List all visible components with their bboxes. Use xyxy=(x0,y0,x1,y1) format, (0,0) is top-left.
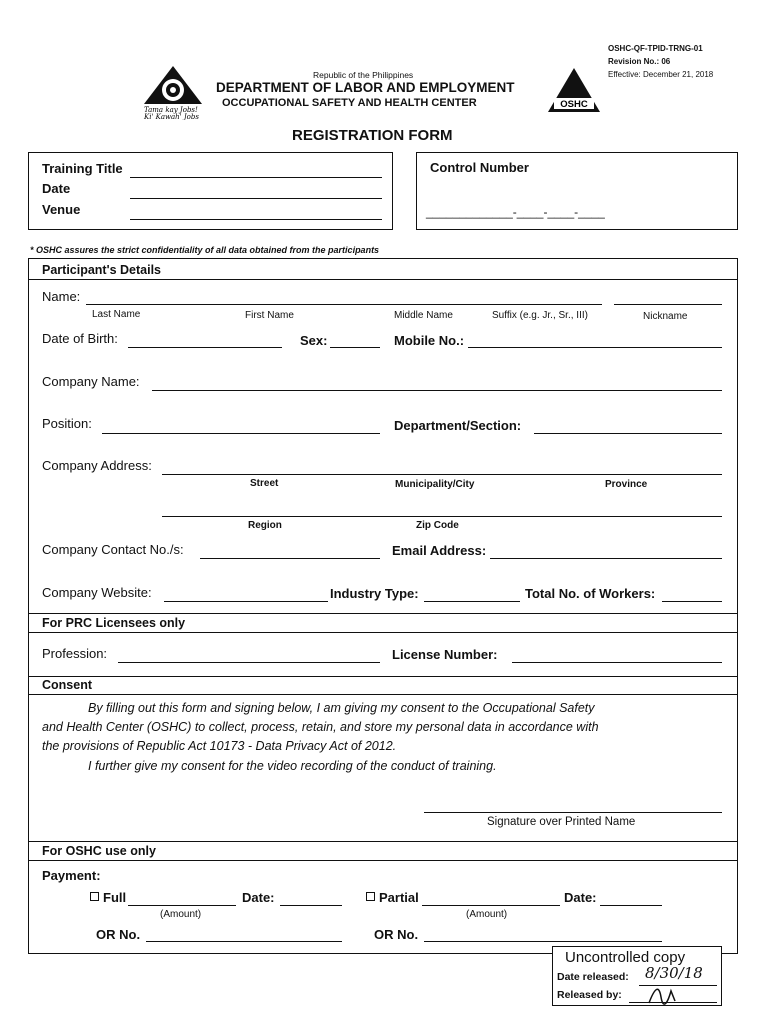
department-section-label: Department/Section: xyxy=(394,418,522,433)
consent-text-line-4: I further give my consent for the video recording of the conduct of training. xyxy=(88,759,497,773)
center-name: OCCUPATIONAL SAFETY AND HEALTH CENTER xyxy=(222,97,477,109)
revision-number: Revision No.: 06 xyxy=(608,57,671,66)
full-amount-sub: (Amount) xyxy=(160,909,202,920)
province-sub: Province xyxy=(605,479,648,490)
municipality-sub: Municipality/City xyxy=(395,479,475,490)
partial-or-label: OR No. xyxy=(374,927,419,942)
dob-label: Date of Birth: xyxy=(42,331,118,346)
license-number-field[interactable] xyxy=(512,662,722,663)
stamp-title: Uncontrolled copy xyxy=(565,949,686,966)
street-sub: Street xyxy=(250,478,279,489)
released-by-signature xyxy=(645,983,685,1007)
divider xyxy=(28,279,738,280)
divider xyxy=(28,860,738,861)
svg-text:Tama kay Jobs!: Tama kay Jobs! xyxy=(144,106,198,114)
control-number-field[interactable]: _____________-____-____-____ xyxy=(426,205,605,219)
full-payment-option[interactable]: Full xyxy=(90,890,126,905)
partial-amount-field[interactable] xyxy=(422,905,560,906)
sex-field[interactable] xyxy=(330,347,380,348)
training-title-label: Training Title xyxy=(42,161,123,176)
nickname-field[interactable] xyxy=(614,304,722,305)
middle-name-sub: Middle Name xyxy=(394,310,453,321)
sex-label: Sex: xyxy=(300,333,328,348)
consent-text-line-1: By filling out this form and signing below, I am giving my consent to the Occupational Safety xyxy=(88,701,595,715)
department-name: DEPARTMENT OF LABOR AND EMPLOYMENT xyxy=(216,80,515,95)
nickname-sub: Nickname xyxy=(643,311,688,322)
control-number-label: Control Number xyxy=(430,160,529,175)
profession-field[interactable] xyxy=(118,662,380,663)
industry-type-field[interactable] xyxy=(424,601,520,602)
dole-logo xyxy=(138,64,208,120)
position-label: Position: xyxy=(42,416,92,431)
first-name-sub: First Name xyxy=(245,310,294,321)
consent-header: Consent xyxy=(42,678,92,692)
date-released-label: Date released: xyxy=(557,971,629,983)
divider xyxy=(28,632,738,633)
prc-header: For PRC Licensees only xyxy=(42,616,186,630)
position-field[interactable] xyxy=(102,433,380,434)
full-amount-field[interactable] xyxy=(128,905,236,906)
company-website-field[interactable] xyxy=(164,601,328,602)
full-date-label: Date: xyxy=(242,890,275,905)
partial-date-label: Date: xyxy=(564,890,597,905)
full-or-label: OR No. xyxy=(96,927,141,942)
department-section-field[interactable] xyxy=(534,433,722,434)
full-checkbox[interactable] xyxy=(90,892,99,901)
divider xyxy=(28,841,738,842)
uncontrolled-copy-stamp xyxy=(552,946,722,1006)
signature-field[interactable] xyxy=(424,812,722,813)
partial-checkbox[interactable] xyxy=(366,892,375,901)
dob-field[interactable] xyxy=(128,347,282,348)
region-sub: Region xyxy=(248,520,282,531)
company-website-label: Company Website: xyxy=(42,585,152,600)
industry-type-label: Industry Type: xyxy=(330,586,419,601)
payment-label: Payment: xyxy=(42,868,101,883)
suffix-sub: Suffix (e.g. Jr., Sr., III) xyxy=(492,310,588,321)
full-or-field[interactable] xyxy=(146,941,342,942)
mobile-field[interactable] xyxy=(468,347,722,348)
company-name-label: Company Name: xyxy=(42,374,140,389)
effective-date: Effective: December 21, 2018 xyxy=(608,70,714,79)
name-field[interactable] xyxy=(86,304,602,305)
svg-text:OSHC: OSHC xyxy=(560,99,588,110)
training-title-field[interactable] xyxy=(130,177,382,178)
date-released-handwritten: 8/30/18 xyxy=(645,964,703,982)
partial-or-field[interactable] xyxy=(424,941,662,942)
oshc-use-header: For OSHC use only xyxy=(42,844,156,858)
divider xyxy=(28,694,738,695)
partial-amount-sub: (Amount) xyxy=(466,909,508,920)
form-title: REGISTRATION FORM xyxy=(292,127,453,144)
company-name-field[interactable] xyxy=(152,390,722,391)
partial-payment-option[interactable]: Partial xyxy=(366,890,419,905)
training-date-label: Date xyxy=(42,181,71,196)
partial-date-field[interactable] xyxy=(600,905,662,906)
name-label: Name: xyxy=(42,289,81,304)
republic-text: Republic of the Philippines xyxy=(313,70,414,80)
training-venue-field[interactable] xyxy=(130,219,382,220)
email-label: Email Address: xyxy=(392,543,487,558)
company-contact-label: Company Contact No./s: xyxy=(42,542,184,557)
consent-text-line-3: the provisions of Republic Act 10173 - Data Privacy Act of 2012. xyxy=(42,739,397,753)
divider xyxy=(28,676,738,677)
released-by-label: Released by: xyxy=(557,989,622,1001)
profession-label: Profession: xyxy=(42,646,108,661)
signature-label: Signature over Printed Name xyxy=(487,816,636,828)
full-date-field[interactable] xyxy=(280,905,342,906)
license-number-label: License Number: xyxy=(392,647,498,662)
training-date-field[interactable] xyxy=(130,198,382,199)
total-workers-field[interactable] xyxy=(662,601,722,602)
consent-text-line-2: and Health Center (OSHC) to collect, process, retain, and store my personal data in accordance with xyxy=(42,720,599,734)
confidentiality-note: * OSHC assures the strict confidentiality of all data obtained from the participants xyxy=(30,245,380,255)
total-workers-label: Total No. of Workers: xyxy=(525,586,656,601)
oshc-logo xyxy=(546,66,602,114)
last-name-sub: Last Name xyxy=(92,309,141,320)
training-venue-label: Venue xyxy=(42,202,81,217)
zip-code-sub: Zip Code xyxy=(416,520,459,531)
address-line-1[interactable] xyxy=(162,474,722,475)
document-code: OSHC-QF-TPID-TRNG-01 xyxy=(608,44,703,53)
address-line-2[interactable] xyxy=(162,516,722,517)
svg-text:Ki' Kawah' Jobs: Ki' Kawah' Jobs xyxy=(144,113,199,120)
company-contact-field[interactable] xyxy=(200,558,380,559)
email-field[interactable] xyxy=(490,558,722,559)
company-address-label: Company Address: xyxy=(42,458,152,473)
mobile-label: Mobile No.: xyxy=(394,333,465,348)
divider xyxy=(28,613,738,614)
participant-details-header: Participant's Details xyxy=(42,263,161,277)
